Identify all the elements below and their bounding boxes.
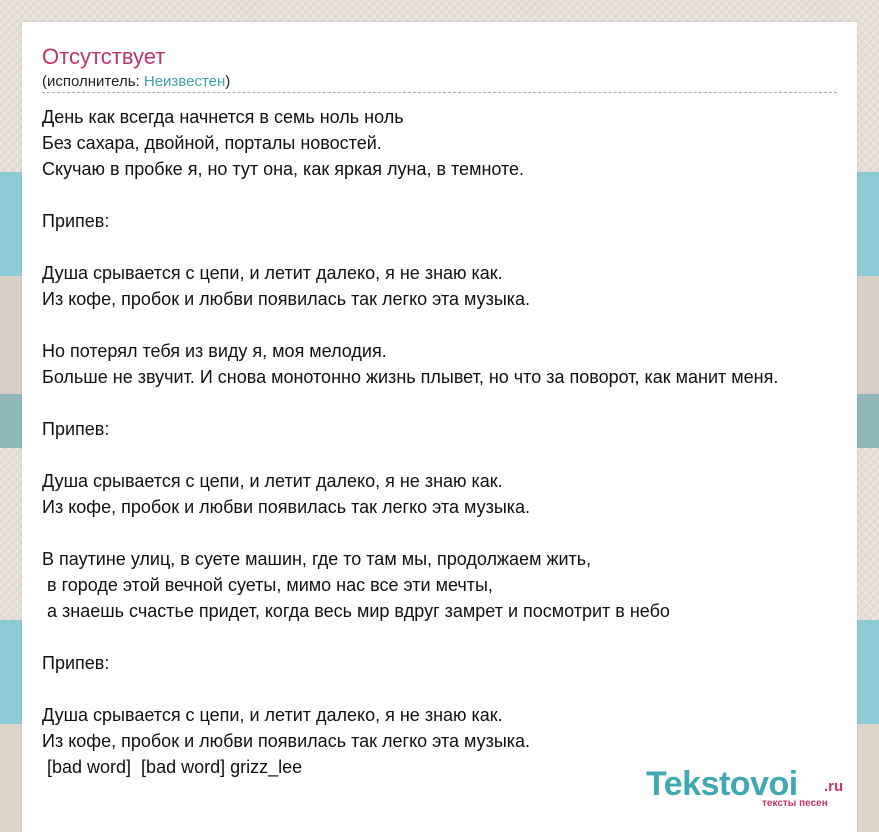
lyric-line: Душа срывается с цепи, и летит далеко, я не знаю как.	[42, 705, 503, 725]
lyric-line: в городе этой вечной суеты, мимо нас все эти мечты,	[42, 575, 493, 595]
lyric-line	[42, 624, 879, 650]
artist-link[interactable]: Неизвестен	[143, 73, 226, 90]
lyrics-card	[22, 22, 857, 832]
logo-tagline: тексты песен	[762, 798, 828, 809]
lyric-line: День как всегда начнется в семь ноль ноль	[42, 107, 404, 127]
lyric-line: Без сахара, двойной, порталы новостей.	[42, 133, 382, 153]
lyric-line: Душа срывается с цепи, и летит далеко, я не знаю как.	[42, 471, 503, 491]
lyric-line: В паутине улиц, в суете машин, где то там мы, продолжаем жить,	[42, 549, 592, 569]
artist-suffix: )	[225, 73, 231, 90]
logo-name: Tekstovoi	[646, 765, 798, 803]
lyric-line	[42, 312, 879, 338]
lyric-line	[42, 676, 879, 702]
song-title: Отсутствует	[42, 44, 166, 69]
lyric-line: Из кофе, пробок и любви появилась так легко эта музыка.	[42, 497, 531, 517]
lyric-line: Припев:	[42, 419, 110, 439]
lyric-line: Из кофе, пробок и любви появилась так легко эта музыка.	[42, 289, 531, 309]
lyric-line: [bad word] [bad word] grizz_lee	[42, 757, 303, 777]
lyric-line: Душа срывается с цепи, и летит далеко, я не знаю как.	[42, 263, 503, 283]
lyric-line: Припев:	[42, 653, 110, 673]
title-divider	[42, 92, 837, 93]
lyric-line: Из кофе, пробок и любви появилась так легко эта музыка.	[42, 731, 531, 751]
logo-tld: .ru	[824, 778, 844, 795]
lyric-line: Но потерял тебя из виду я, моя мелодия.	[42, 341, 387, 361]
lyric-line	[42, 442, 879, 468]
site-logo[interactable]	[646, 764, 856, 814]
lyric-line: Скучаю в пробке я, но тут она, как яркая луна, в темноте.	[42, 159, 525, 179]
lyric-line	[42, 182, 879, 208]
lyric-line	[42, 390, 879, 416]
artist-line	[42, 73, 230, 91]
lyric-line: а знаешь счастье придет, когда весь мир вдруг замрет и посмотрит в небо	[42, 601, 670, 621]
lyric-line	[42, 234, 879, 260]
artist-prefix: (исполнитель:	[42, 73, 144, 90]
lyric-line: Больше не звучит. И снова монотонно жизнь плывет, но что за поворот, как манит меня.	[42, 367, 779, 387]
lyric-line: Припев:	[42, 211, 110, 231]
lyrics-text	[42, 104, 879, 780]
lyric-line	[42, 520, 879, 546]
